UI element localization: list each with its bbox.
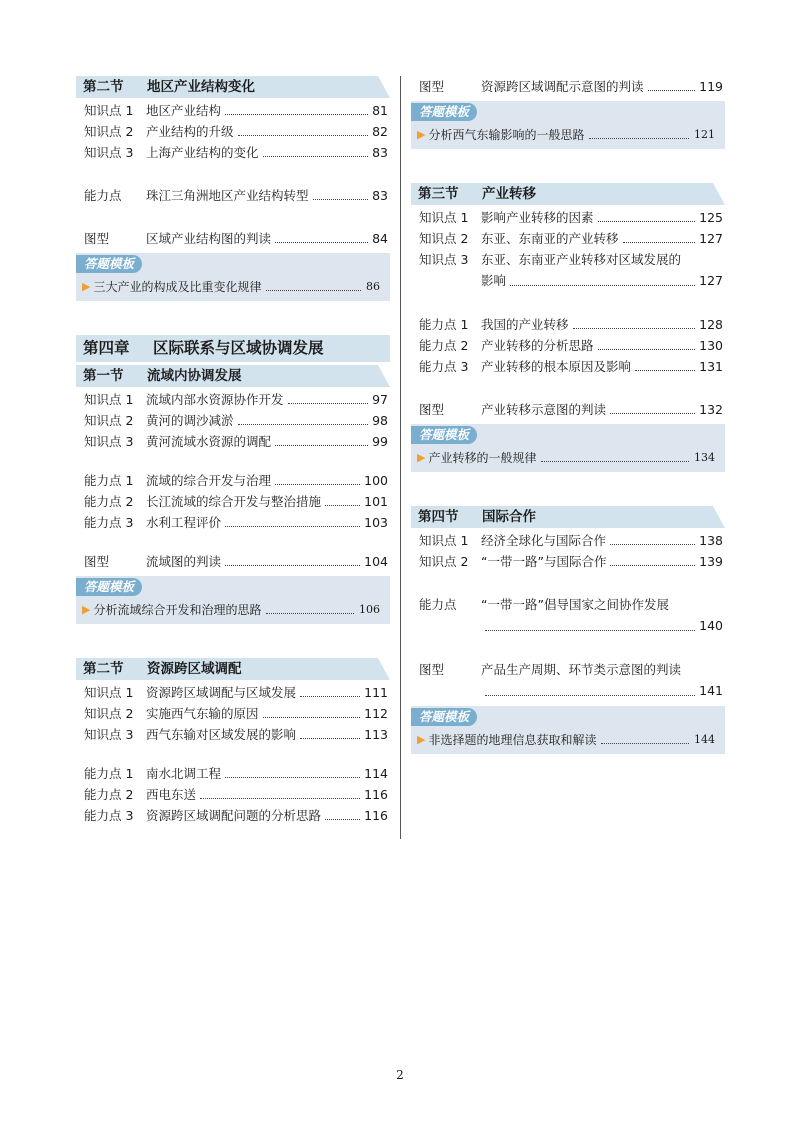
toc-entry[interactable]: 知识点 2 实施西气东输的原因 112	[84, 706, 388, 721]
triangle-bullet-icon: ▶	[417, 451, 426, 464]
toc-entry[interactable]: ▶ 非选择题的地理信息获取和解读 144	[417, 730, 715, 750]
toc-entry-continuation[interactable]: 影响 127	[481, 273, 723, 288]
section-header[interactable]: 第四节 国际合作	[411, 506, 725, 528]
answer-template-box	[411, 706, 725, 754]
toc-entry[interactable]: 知识点 2 东亚、东南亚的产业转移 127	[419, 231, 723, 246]
toc-right-column	[411, 76, 725, 754]
answer-template-tag: 答题模板	[411, 426, 477, 444]
answer-template-tag: 答题模板	[76, 578, 142, 596]
toc-entry[interactable]: 知识点 3 西气东输对区域发展的影响 113	[84, 727, 388, 742]
answer-template-box	[411, 101, 725, 149]
triangle-bullet-icon: ▶	[82, 603, 91, 616]
toc-entry-continuation[interactable]: 141	[411, 680, 725, 702]
toc-entry[interactable]: 图型 区域产业结构图的判读 84	[84, 231, 388, 246]
toc-entry[interactable]: ▶ 产业转移的一般规律 134	[417, 448, 715, 468]
toc-entry[interactable]: 能力点 1 南水北调工程 114	[84, 766, 388, 781]
answer-template-tag: 答题模板	[76, 255, 142, 273]
section-header[interactable]: 第二节 资源跨区域调配	[76, 658, 390, 680]
section-header[interactable]: 第三节 产业转移	[411, 183, 725, 205]
toc-entry[interactable]: 能力点 3 水利工程评价 103	[84, 515, 388, 530]
triangle-bullet-icon: ▶	[417, 128, 426, 141]
toc-entry[interactable]: 能力点 “一带一路”倡导国家之间协作发展	[419, 597, 669, 612]
answer-template-box	[76, 253, 390, 301]
toc-entry[interactable]: ▶ 分析西气东输影响的一般思路 121	[417, 125, 715, 145]
answer-template-tag: 答题模板	[411, 103, 477, 121]
toc-entry[interactable]: 能力点 3 资源跨区域调配问题的分析思路 116	[84, 808, 388, 823]
triangle-bullet-icon: ▶	[417, 733, 426, 746]
toc-entry[interactable]: 能力点 珠江三角洲地区产业结构转型 83	[84, 188, 388, 203]
page-number: 2	[396, 1068, 404, 1082]
chapter-header[interactable]: 第四章 区际联系与区域协调发展	[76, 335, 390, 362]
toc-entry[interactable]: 知识点 2 产业结构的升级 82	[84, 124, 388, 139]
toc-entry[interactable]: 知识点 1 经济全球化与国际合作 138	[419, 533, 723, 548]
answer-template-box	[411, 424, 725, 472]
answer-template-tag: 答题模板	[411, 708, 477, 726]
toc-entry[interactable]: ▶ 三大产业的构成及比重变化规律 86	[82, 277, 380, 297]
toc-entry[interactable]: 能力点 1 流域的综合开发与治理 100	[84, 473, 388, 488]
toc-entry[interactable]: 图型 产业转移示意图的判读 132	[419, 402, 723, 417]
toc-entry[interactable]: 知识点 2 黄河的调沙减淤 98	[84, 413, 388, 428]
toc-entry[interactable]: 能力点 1 我国的产业转移 128	[419, 317, 723, 332]
section-header[interactable]: 第二节 地区产业结构变化	[76, 76, 390, 98]
toc-entry[interactable]: ▶ 分析流域综合开发和治理的思路 106	[82, 600, 380, 620]
toc-entry-continuation[interactable]: 140	[411, 615, 725, 637]
toc-entry[interactable]: 知识点 1 影响产业转移的因素 125	[419, 210, 723, 225]
toc-entry[interactable]: 知识点 3 东亚、东南亚产业转移对区域发展的	[419, 252, 682, 267]
toc-entry[interactable]: 图型 资源跨区域调配示意图的判读 119	[419, 79, 723, 94]
section-header[interactable]: 第一节 流域内协调发展	[76, 365, 390, 387]
toc-entry[interactable]: 能力点 2 长江流域的综合开发与整治措施 101	[84, 494, 388, 509]
column-divider	[400, 76, 401, 839]
toc-entry[interactable]: 能力点 3 产业转移的根本原因及影响 131	[419, 359, 723, 374]
toc-entry[interactable]: 能力点 2 西电东送 116	[84, 787, 388, 802]
answer-template-box	[76, 576, 390, 624]
triangle-bullet-icon: ▶	[82, 280, 91, 293]
toc-entry[interactable]: 知识点 2 “一带一路”与国际合作 139	[419, 554, 723, 569]
toc-entry[interactable]: 知识点 1 资源跨区域调配与区域发展 111	[84, 685, 388, 700]
toc-left-column	[76, 76, 390, 826]
toc-entry[interactable]: 图型 流域图的判读 104	[84, 554, 388, 569]
toc-entry[interactable]: 知识点 3 上海产业结构的变化 83	[84, 145, 388, 160]
toc-entry[interactable]: 知识点 1 流域内部水资源协作开发 97	[84, 392, 388, 407]
toc-entry[interactable]: 知识点 1 地区产业结构 81	[84, 103, 388, 118]
toc-entry[interactable]: 知识点 3 黄河流域水资源的调配 99	[84, 434, 388, 449]
toc-entry[interactable]: 图型 产品生产周期、环节类示意图的判读	[419, 662, 682, 677]
toc-entry[interactable]: 能力点 2 产业转移的分析思路 130	[419, 338, 723, 353]
